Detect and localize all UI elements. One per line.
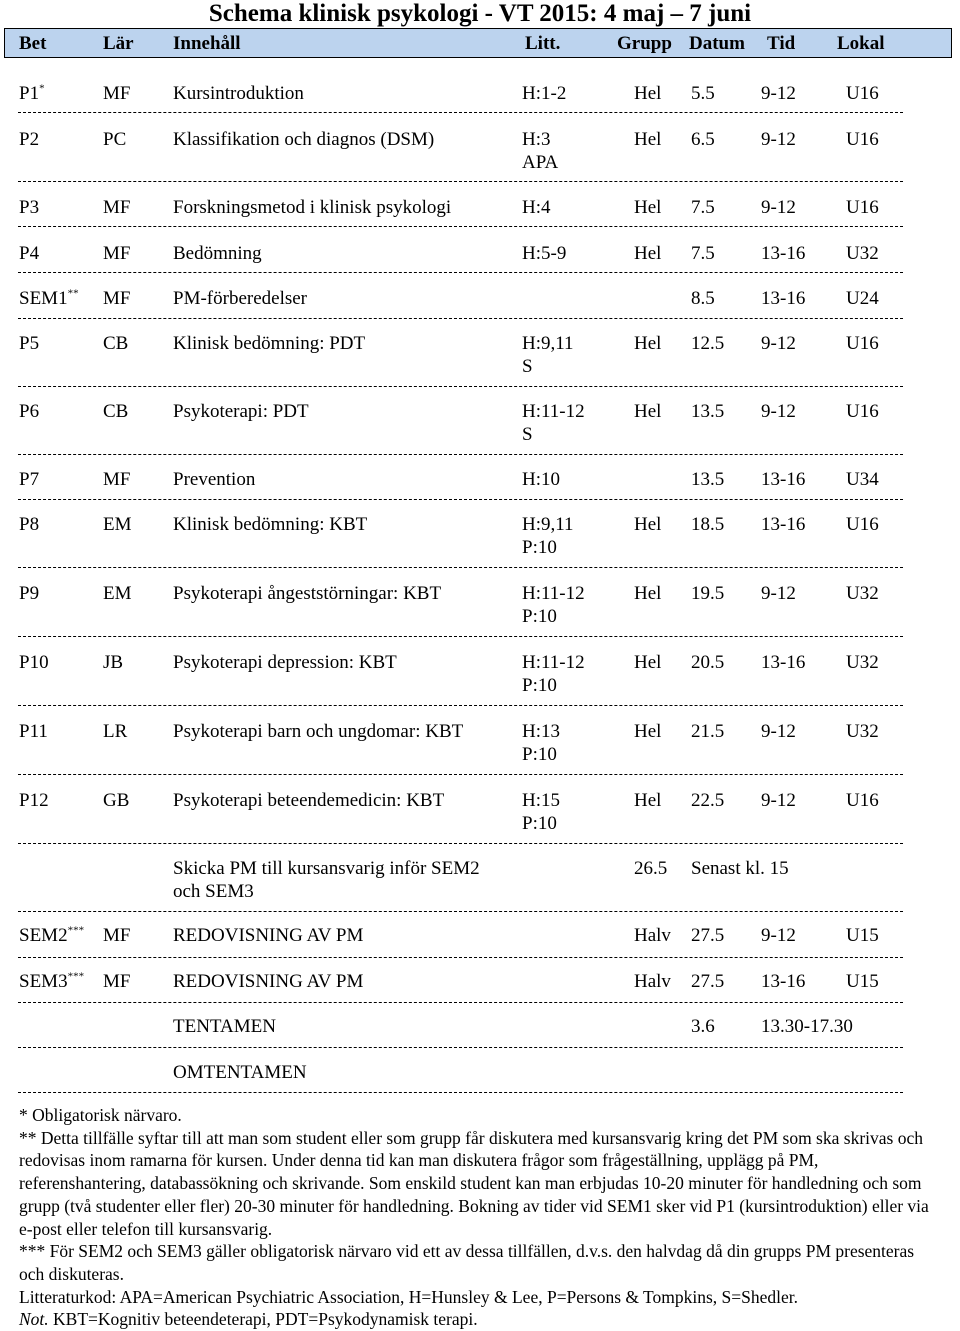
cell-grupp: Hel: [634, 721, 662, 742]
cell-litt: [522, 82, 566, 105]
row-divider: [18, 1002, 903, 1003]
row-divider: [18, 112, 903, 113]
cell-bet-footnote-mark: ***: [67, 924, 85, 937]
cell-litt: [522, 582, 585, 628]
cell-litt: [522, 651, 585, 697]
cell-bet: [19, 789, 49, 812]
cell-tid: 9-12: [761, 333, 796, 354]
cell-bet-text: P1: [19, 83, 40, 104]
cell-innehall: Skicka PM till kursansvarig inför SEM2 och SEM3: [173, 858, 480, 902]
cell-bet-text: P3: [19, 197, 40, 218]
cell-datum: 27.5: [691, 971, 725, 992]
cell-grupp: Hel: [634, 129, 662, 150]
cell-bet-footnote-mark: **: [67, 287, 79, 300]
cell-datum: 13.5: [691, 469, 725, 490]
cell-innehall: PM-förberedelser: [173, 288, 308, 309]
row-divider: [18, 843, 903, 844]
note-obligatory: * Obligatorisk närvaro.: [19, 1105, 182, 1125]
cell-datum: 3.6: [691, 1016, 715, 1037]
cell-lar: CB: [103, 401, 129, 422]
row-divider: [18, 181, 903, 182]
cell-bet: [19, 468, 39, 491]
row-divider: [18, 567, 903, 568]
note-abbreviations-text: KBT=Kognitiv beteendeterapi, PDT=Psykodynamisk terapi.: [48, 1309, 478, 1330]
cell-innehall: REDOVISNING AV PM: [173, 925, 364, 946]
cell-bet: [19, 128, 39, 151]
cell-litt-line1: H:9,11: [522, 333, 574, 354]
cell-litt-line2: S: [522, 356, 533, 377]
cell-bet-text: P12: [19, 790, 49, 811]
cell-litt-line2: P:10: [522, 744, 557, 765]
cell-litt: [522, 332, 574, 378]
cell-litt-line1: H:11-12: [522, 583, 585, 604]
cell-lar: JB: [103, 652, 124, 673]
header-tid: Tid: [767, 33, 796, 54]
cell-bet: [19, 196, 39, 219]
cell-innehall: Klinisk bedömning: KBT: [173, 514, 368, 535]
note-abbreviations: [19, 1308, 939, 1331]
cell-datum: 8.5: [691, 288, 715, 309]
cell-grupp: Hel: [634, 790, 662, 811]
cell-litt-line1: H:11-12: [522, 652, 585, 673]
cell-tid: 13-16: [761, 288, 806, 309]
cell-litt-line2: P:10: [522, 606, 557, 627]
cell-lokal: U16: [846, 83, 879, 104]
cell-innehall: Klassifikation och diagnos (DSM): [173, 129, 435, 150]
row-divider: [18, 454, 903, 455]
cell-litt-line1: H:4: [522, 197, 551, 218]
cell-litt-line1: H:3: [522, 129, 551, 150]
cell-innehall: Psykoterapi ångeststörningar: KBT: [173, 583, 442, 604]
note-label: Not.: [19, 1309, 49, 1330]
cell-tid: 9-12: [761, 197, 796, 218]
cell-innehall: REDOVISNING AV PM: [173, 971, 364, 992]
cell-grupp: Hel: [634, 333, 662, 354]
cell-litt: [522, 468, 560, 491]
cell-litt-line1: H:10: [522, 469, 560, 490]
cell-grupp: Halv: [634, 971, 671, 992]
cell-litt: [522, 400, 585, 446]
cell-bet: [19, 82, 45, 105]
note-sem2-sem3: *** För SEM2 och SEM3 gäller obligatorisk närvaro vid ett av dessa tillfällen, d.v.s. den halvdag då din grupps PM presenteras och diskuteras.: [19, 1241, 915, 1284]
cell-lokal: U24: [846, 288, 879, 309]
cell-tid: 9-12: [761, 583, 796, 604]
cell-lar: LR: [103, 721, 128, 742]
cell-datum: 5.5: [691, 83, 715, 104]
cell-lar: PC: [103, 129, 127, 150]
cell-bet-text: P9: [19, 583, 40, 604]
cell-bet-text: P6: [19, 401, 40, 422]
cell-tid: 13-16: [761, 652, 806, 673]
header-lokal: Lokal: [837, 33, 885, 54]
cell-bet-text: P8: [19, 514, 40, 535]
cell-innehall: Prevention: [173, 469, 256, 490]
cell-tid: 9-12: [761, 129, 796, 150]
cell-litt: [522, 242, 566, 265]
header-bet: Bet: [19, 33, 47, 54]
cell-bet: [19, 651, 49, 674]
cell-innehall: Kursintroduktion: [173, 83, 304, 104]
cell-datum: 12.5: [691, 333, 725, 354]
footnotes: [19, 1104, 939, 1331]
cell-bet: [19, 970, 84, 993]
cell-lar: EM: [103, 514, 132, 535]
cell-tid: 9-12: [761, 401, 796, 422]
row-divider: [18, 272, 903, 273]
cell-innehall: Forskningsmetod i klinisk psykologi: [173, 197, 452, 218]
cell-lar: EM: [103, 583, 132, 604]
cell-innehall: Psykoterapi: PDT: [173, 401, 309, 422]
cell-datum: 20.5: [691, 652, 725, 673]
cell-litt: [522, 196, 551, 219]
cell-bet: [19, 400, 39, 423]
cell-tid: 9-12: [761, 790, 796, 811]
cell-tid: 9-12: [761, 925, 796, 946]
cell-bet-text: P2: [19, 129, 40, 150]
cell-grupp: Hel: [634, 83, 662, 104]
cell-bet: [19, 242, 39, 265]
cell-grupp: Hel: [634, 401, 662, 422]
cell-lokal: U16: [846, 514, 879, 535]
cell-bet: [19, 720, 48, 743]
row-divider: [18, 386, 903, 387]
cell-grupp: Hel: [634, 583, 662, 604]
cell-innehall: Psykoterapi depression: KBT: [173, 652, 397, 673]
cell-tid: 13-16: [761, 514, 806, 535]
cell-innehall: TENTAMEN: [173, 1016, 276, 1037]
row-divider: [18, 957, 903, 958]
cell-datum: Senast kl. 15: [691, 858, 789, 879]
row-divider: [18, 1092, 903, 1093]
cell-datum: 27.5: [691, 925, 725, 946]
cell-lokal: U32: [846, 721, 879, 742]
cell-grupp: Hel: [634, 514, 662, 535]
cell-bet-text: SEM3: [19, 971, 68, 992]
cell-litt-line2: P:10: [522, 675, 557, 696]
header-datum: Datum: [689, 33, 745, 54]
cell-datum: 19.5: [691, 583, 725, 604]
cell-lokal: U34: [846, 469, 879, 490]
row-divider: [18, 318, 903, 319]
cell-innehall: Bedömning: [173, 243, 262, 264]
cell-lar: MF: [103, 83, 131, 104]
cell-lar: GB: [103, 790, 130, 811]
cell-grupp: Halv: [634, 925, 671, 946]
cell-lokal: U16: [846, 197, 879, 218]
cell-bet: [19, 924, 84, 947]
note-sem1: ** Detta tillfälle syftar till att man som student eller som grupp får diskutera med kursansvarig kring det PM som ska skrivas och redovisas inom ramarna för kursen. Under denna tid kan man diskutera frågor som frågeställning, upplägg på PM, referenshantering, databassökning och skrivande. Som enskild student kan man erbjudas 10-20 minuter för handledning och som grupp (två studenter eller fler) 20-30 minuter för handledning. Bokning av tider vid SEM1 sker vid P1 (kursintroduktion) eller via e-post eller telefon till kursansvarig.: [19, 1127, 929, 1239]
cell-lokal: U16: [846, 129, 879, 150]
cell-litt-line1: H:5-9: [522, 243, 567, 264]
cell-bet: [19, 287, 79, 310]
cell-datum: 6.5: [691, 129, 715, 150]
cell-tid: 13-16: [761, 971, 806, 992]
cell-lokal: U16: [846, 790, 879, 811]
cell-tid: 9-12: [761, 83, 796, 104]
cell-bet-text: P5: [19, 333, 40, 354]
cell-litt: [522, 789, 560, 835]
cell-lokal: U32: [846, 652, 879, 673]
cell-litt: [522, 513, 574, 559]
cell-bet-text: SEM2: [19, 925, 68, 946]
cell-lar: MF: [103, 288, 131, 309]
cell-bet-text: P10: [19, 652, 49, 673]
row-divider: [18, 705, 903, 706]
cell-litt-line1: H:11-12: [522, 401, 585, 422]
cell-bet: [19, 513, 39, 536]
cell-lokal: U32: [846, 243, 879, 264]
cell-bet-footnote-mark: *: [39, 82, 45, 95]
cell-litt-line2: P:10: [522, 813, 557, 834]
cell-datum: 18.5: [691, 514, 725, 535]
cell-litt-line1: H:1-2: [522, 83, 567, 104]
cell-lokal: U15: [846, 925, 879, 946]
cell-litt-line2: APA: [522, 152, 559, 173]
cell-tid: 13-16: [761, 469, 806, 490]
cell-lar: MF: [103, 469, 131, 490]
cell-litt-line2: S: [522, 424, 533, 445]
cell-grupp: Hel: [634, 652, 662, 673]
row-divider: [18, 499, 903, 500]
cell-datum: 13.5: [691, 401, 725, 422]
cell-lar: CB: [103, 333, 129, 354]
cell-datum: 22.5: [691, 790, 725, 811]
cell-lokal: U15: [846, 971, 879, 992]
header-lar: Lär: [103, 33, 134, 54]
cell-litt-line1: H:13: [522, 721, 560, 742]
cell-lar: MF: [103, 243, 131, 264]
row-divider: [18, 911, 903, 912]
cell-tid: 13-16: [761, 243, 806, 264]
cell-lar: MF: [103, 971, 131, 992]
cell-innehall: Psykoterapi barn och ungdomar: KBT: [173, 721, 464, 742]
cell-bet: [19, 332, 39, 355]
header-grupp: Grupp: [617, 33, 672, 54]
cell-bet-text: SEM1: [19, 288, 68, 309]
cell-litt-line2: P:10: [522, 537, 557, 558]
cell-tid: 13.30-17.30: [761, 1016, 853, 1037]
cell-litt-line1: H:15: [522, 790, 560, 811]
page-title: Schema klinisk psykologi - VT 2015: 4 maj – 7 juni: [208, 0, 752, 27]
cell-litt-line1: H:9,11: [522, 514, 574, 535]
cell-bet-footnote-mark: ***: [67, 970, 85, 983]
cell-grupp: Hel: [634, 243, 662, 264]
cell-innehall: Psykoterapi beteendemedicin: KBT: [173, 790, 445, 811]
table-header: [4, 28, 952, 58]
cell-lar: MF: [103, 925, 131, 946]
cell-grupp: Hel: [634, 197, 662, 218]
cell-lokal: U16: [846, 333, 879, 354]
cell-datum: 7.5: [691, 197, 715, 218]
cell-bet: [19, 582, 39, 605]
row-divider: [18, 774, 903, 775]
cell-tid: 9-12: [761, 721, 796, 742]
cell-litt: [522, 720, 560, 766]
row-divider: [18, 636, 903, 637]
cell-bet-text: P11: [19, 721, 48, 742]
cell-lokal: U32: [846, 583, 879, 604]
header-litt: Litt.: [525, 33, 561, 54]
cell-lokal: U16: [846, 401, 879, 422]
cell-grupp: 26.5: [634, 858, 668, 879]
cell-bet-text: P4: [19, 243, 40, 264]
cell-datum: 21.5: [691, 721, 725, 742]
row-divider: [18, 226, 903, 227]
header-innehall: Innehåll: [173, 33, 241, 54]
cell-innehall: Klinisk bedömning: PDT: [173, 333, 366, 354]
cell-datum: 7.5: [691, 243, 715, 264]
cell-lar: MF: [103, 197, 131, 218]
cell-litt: [522, 128, 558, 174]
cell-bet-text: P7: [19, 469, 40, 490]
note-literature-code: Litteraturkod: APA=American Psychiatric Association, H=Hunsley & Lee, P=Persons & Tompkins, S=Shedler.: [19, 1286, 799, 1307]
cell-innehall: OMTENTAMEN: [173, 1062, 307, 1083]
row-divider: [18, 1047, 903, 1048]
